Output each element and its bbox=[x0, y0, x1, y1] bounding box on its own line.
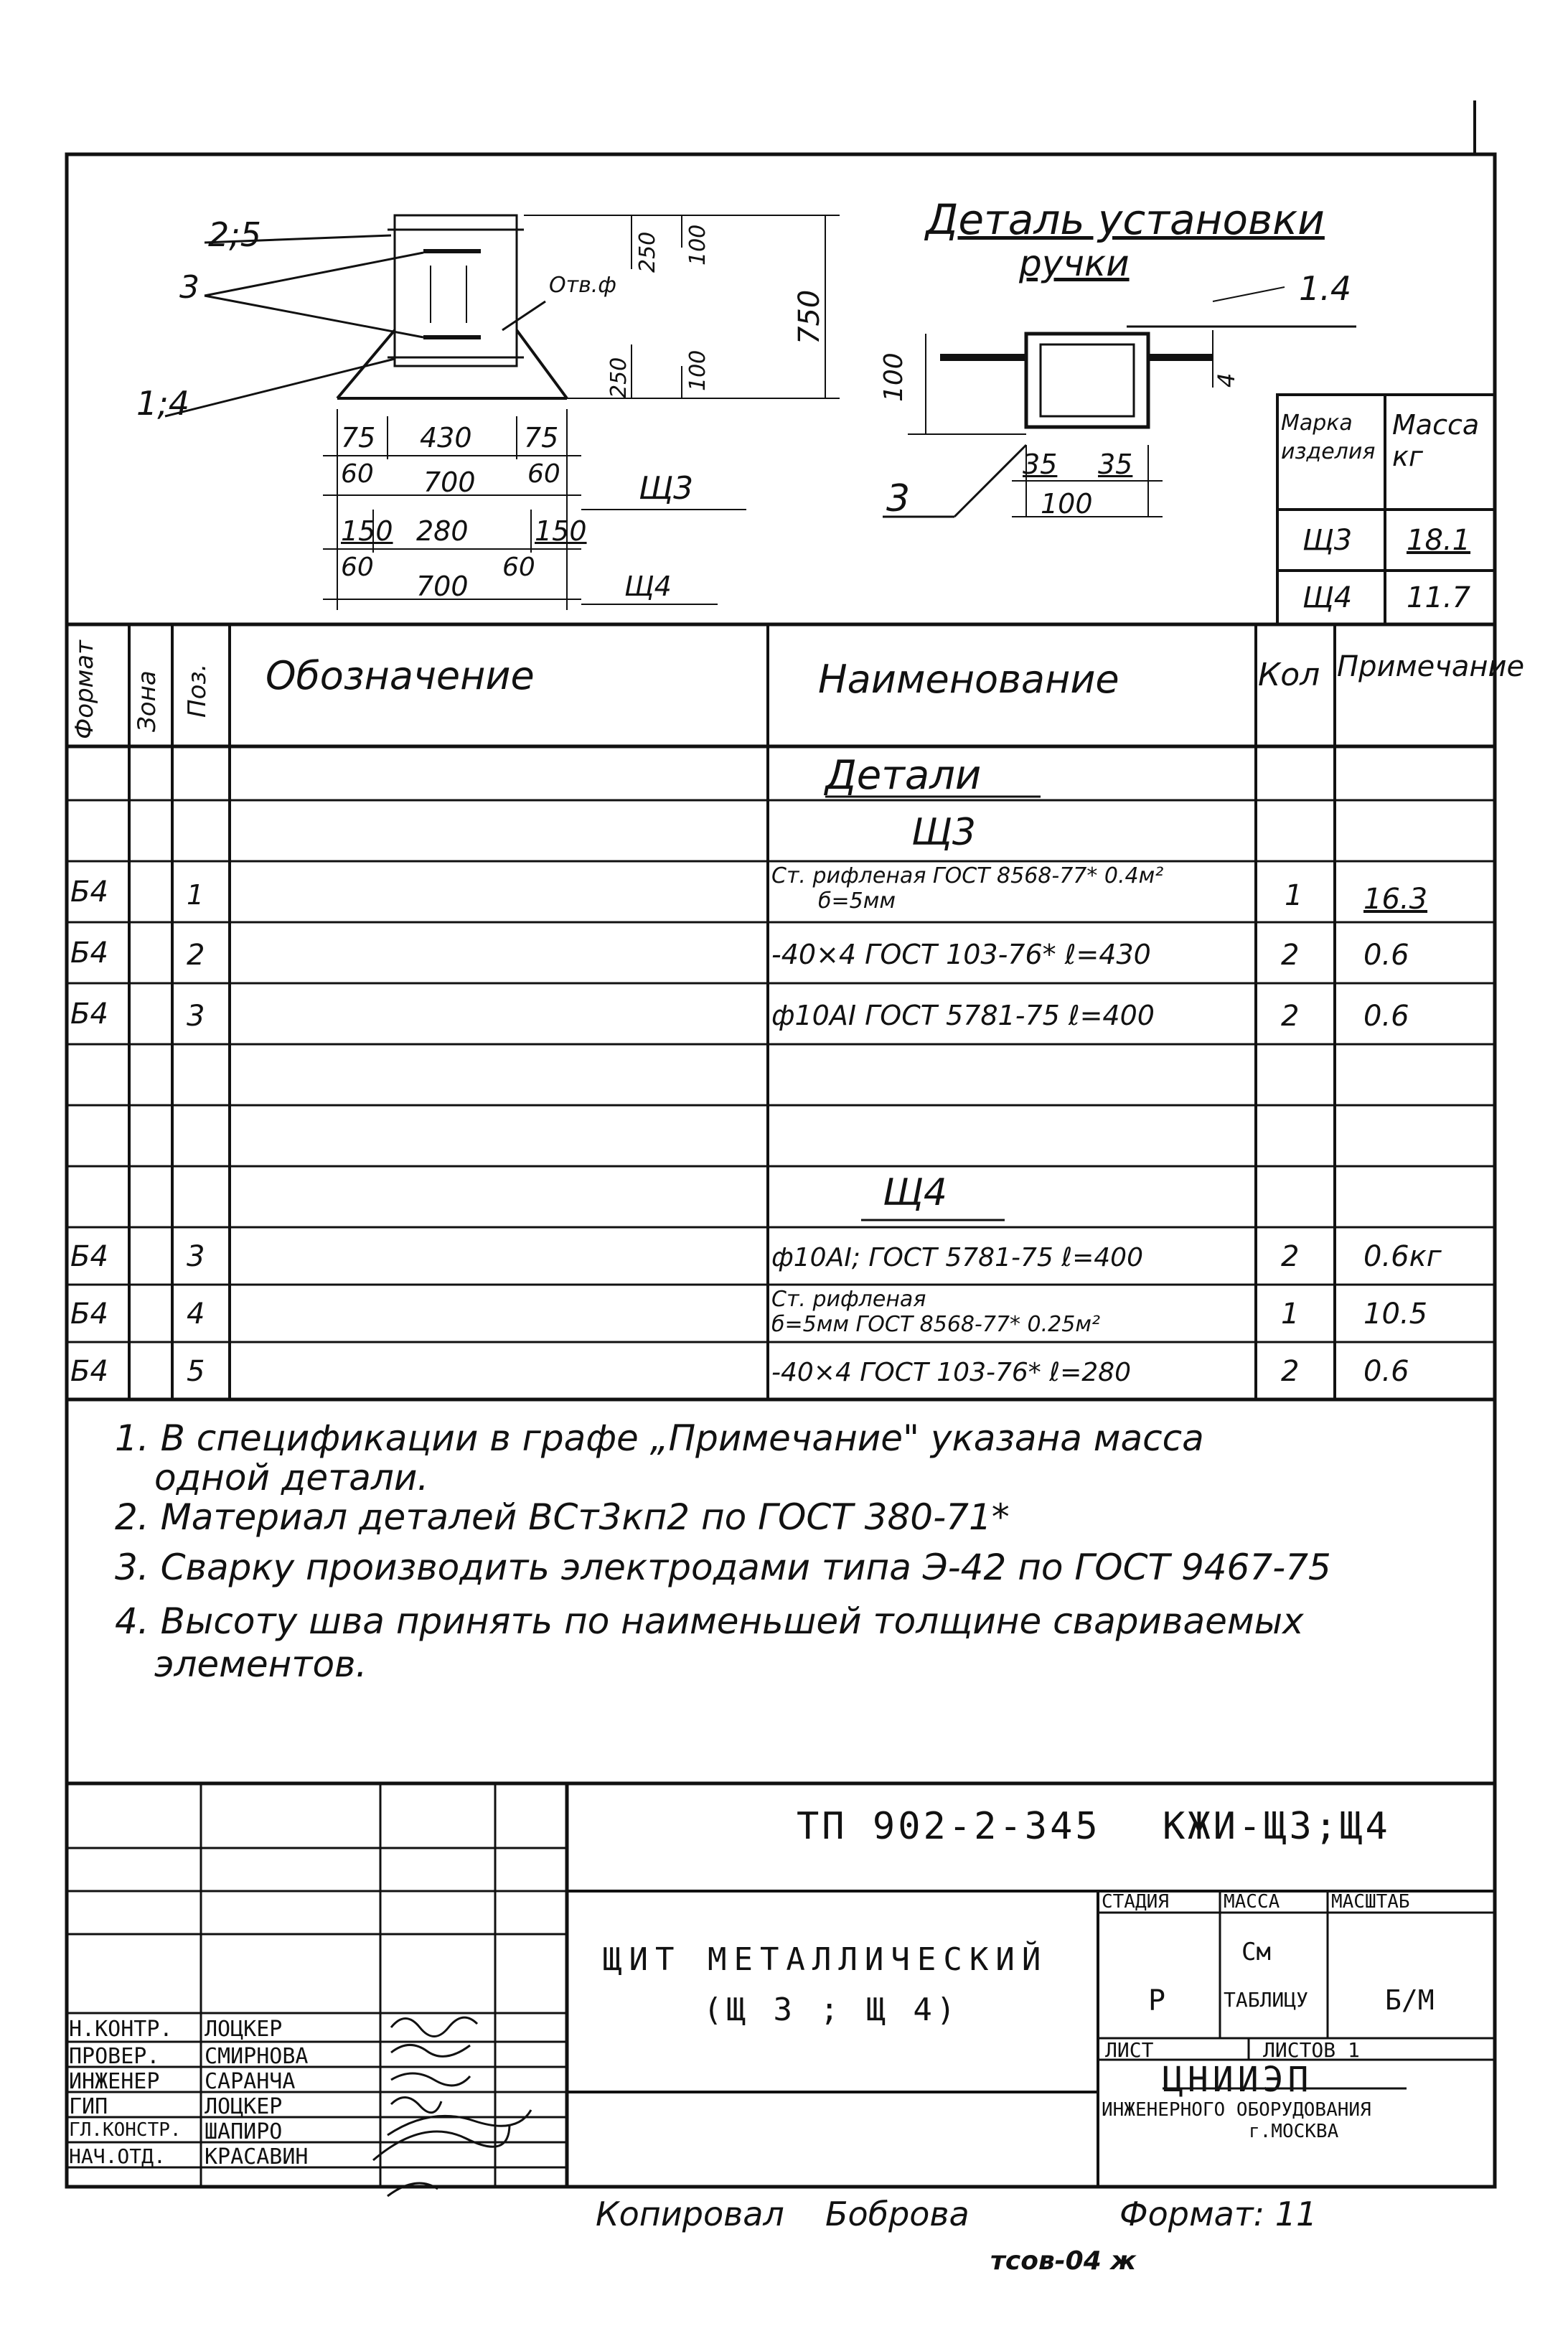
row-name: -40×4 ГОСТ 103-76* ℓ=280 bbox=[771, 1358, 1131, 1387]
row-format: Б4 bbox=[70, 876, 108, 909]
note-1-cont: одной детали. bbox=[154, 1457, 429, 1498]
dim-750: 750 bbox=[793, 289, 826, 344]
dim-100-top: 100 bbox=[685, 224, 710, 266]
row-name: ф10АI ГОСТ 5781-75 ℓ=400 bbox=[771, 1000, 1155, 1031]
row-format: Б4 bbox=[70, 1240, 108, 1273]
row-note: 0.6 bbox=[1363, 1000, 1409, 1033]
dim-row4-b: 700 bbox=[416, 571, 469, 602]
dim-row3-b: 280 bbox=[416, 515, 469, 547]
spec-header-qty: Кол bbox=[1258, 657, 1320, 693]
row-qty: 2 bbox=[1281, 1000, 1300, 1033]
spec-header-designation: Обозначение bbox=[266, 653, 535, 698]
row-format: Б4 bbox=[70, 1298, 108, 1331]
staff-role: ГИП bbox=[69, 2094, 108, 2119]
mass-row-2-mass: 11.7 bbox=[1407, 581, 1471, 614]
label-hole: Отв.ф bbox=[549, 273, 616, 298]
dim-100-bottom: 100 bbox=[685, 350, 710, 391]
label-pos-3: 3 bbox=[179, 269, 199, 306]
doc-code: ТП 902-2-345 bbox=[797, 1805, 1101, 1848]
format-label: Формат: 11 bbox=[1119, 2195, 1318, 2233]
row-note: 10.5 bbox=[1363, 1298, 1428, 1331]
row-pos: 4 bbox=[187, 1298, 205, 1331]
mark-sch4: Щ4 bbox=[624, 571, 672, 602]
mass-row-2-mark: Щ4 bbox=[1302, 581, 1353, 614]
row-pos: 3 bbox=[187, 1000, 205, 1033]
row-qty: 1 bbox=[1285, 879, 1303, 912]
dim-row4-c: 60 bbox=[502, 553, 535, 582]
scale-header: МАСШТАБ bbox=[1331, 1891, 1410, 1913]
note-2: 2. Материал деталей ВСт3кп2 по ГОСТ 380-71* bbox=[115, 1496, 1010, 1538]
row-pos: 5 bbox=[187, 1355, 205, 1388]
note-1: 1. В спецификации в графе „Примечание" указана масса bbox=[115, 1417, 1204, 1459]
staff-name: ЛОЦКЕР bbox=[205, 2094, 283, 2119]
spec-header-pos: Поз. bbox=[183, 663, 212, 718]
handle-pos-label: 1.4 bbox=[1299, 269, 1352, 308]
dim-250-top: 250 bbox=[635, 231, 660, 273]
dim-row3-a: 150 bbox=[341, 515, 393, 547]
mass-value-line2: ТАБЛИЦУ bbox=[1224, 1988, 1309, 2012]
dim-row4-a: 60 bbox=[341, 553, 374, 582]
copier-name: Боброва bbox=[825, 2195, 970, 2233]
spec-group-sch4: Щ4 bbox=[883, 1171, 947, 1214]
dim-row1-a: 75 bbox=[341, 422, 376, 454]
stage-header: СТАДИЯ bbox=[1102, 1891, 1169, 1913]
stamp-code: тсов-04 ж bbox=[990, 2246, 1137, 2276]
dim-row3-c: 150 bbox=[535, 515, 587, 547]
org-name: ЦНИИЭП bbox=[1163, 2060, 1313, 2100]
row-pos: 1 bbox=[187, 879, 205, 911]
handle-dim-100-vertical: 100 bbox=[879, 352, 909, 402]
row-format: Б4 bbox=[70, 937, 108, 970]
stage-value: Р bbox=[1148, 1984, 1166, 2017]
note-3: 3. Сварку производить электродами типа Э-42 по ГОСТ 9467-75 bbox=[115, 1547, 1331, 1588]
row-note: 16.3 bbox=[1363, 883, 1428, 916]
staff-name: КРАСАВИН bbox=[205, 2144, 309, 2170]
spec-group-sch3: Щ3 bbox=[911, 811, 976, 854]
mass-header: МАССА bbox=[1224, 1891, 1280, 1913]
handle-dim-100: 100 bbox=[1041, 488, 1093, 520]
copied-label: Копировал bbox=[596, 2195, 784, 2233]
spec-section-details: Детали bbox=[825, 752, 982, 799]
dim-row1-c: 75 bbox=[524, 422, 559, 454]
detail-title-line1: Деталь установки bbox=[926, 195, 1325, 244]
scale-value: Б/М bbox=[1385, 1984, 1435, 2016]
sheet-label: ЛИСТ bbox=[1105, 2038, 1154, 2062]
mass-table-header-mass: Масса кг bbox=[1392, 409, 1480, 472]
spec-header-format: Формат bbox=[70, 640, 99, 739]
row-format: Б4 bbox=[70, 1355, 108, 1388]
spec-header-note: Примечание bbox=[1337, 650, 1525, 683]
dim-row1-b: 430 bbox=[420, 422, 472, 454]
row-qty: 1 bbox=[1281, 1298, 1300, 1331]
note-4-cont: элементов. bbox=[154, 1643, 367, 1685]
row-name: Ст. рифленая bbox=[771, 1287, 926, 1312]
spec-header-zone: Зона bbox=[133, 670, 161, 732]
row-note: 0.6кг bbox=[1363, 1240, 1442, 1273]
row-name: ф10АI; ГОСТ 5781-75 ℓ=400 bbox=[771, 1243, 1143, 1272]
org-city: г.МОСКВА bbox=[1249, 2121, 1339, 2142]
org-dept: ИНЖЕНЕРНОГО ОБОРУДОВАНИЯ bbox=[1102, 2099, 1371, 2121]
dim-row2-a: 60 bbox=[341, 459, 374, 489]
row-name: Ст. рифленая ГОСТ 8568-77* 0.4м² bbox=[771, 863, 1164, 888]
mark-sch3: Щ3 bbox=[639, 470, 694, 507]
mass-value-line1: См bbox=[1241, 1938, 1271, 1966]
staff-role: ПРОВЕР. bbox=[69, 2044, 160, 2069]
row-note: 0.6 bbox=[1363, 1355, 1409, 1388]
sheet-title-line1: ЩИТ МЕТАЛЛИЧЕСКИЙ bbox=[603, 1941, 1048, 1978]
note-4: 4. Высоту шва принять по наименьшей толщине свариваемых bbox=[115, 1600, 1304, 1642]
label-pos-2-5: 2;5 bbox=[208, 215, 262, 254]
row-qty: 2 bbox=[1281, 1355, 1300, 1388]
row-note: 0.6 bbox=[1363, 939, 1409, 972]
row-pos: 2 bbox=[187, 939, 205, 972]
label-pos-1-4: 1;4 bbox=[136, 384, 190, 423]
row-name-2: б=5мм ГОСТ 8568-77* 0.25м² bbox=[771, 1312, 1100, 1337]
mass-table-header-mark: Марка изделия bbox=[1281, 411, 1376, 464]
staff-name: ЛОЦКЕР bbox=[205, 2017, 283, 2042]
staff-role: ГЛ.КОНСТР. bbox=[69, 2119, 182, 2141]
handle-pos-3: 3 bbox=[886, 477, 911, 520]
sheets-label: ЛИСТОВ 1 bbox=[1263, 2038, 1360, 2062]
staff-role: ИНЖЕНЕР bbox=[69, 2069, 160, 2094]
handle-dim-35-right: 35 bbox=[1098, 449, 1133, 480]
sheet-title-line2: (Щ 3 ; Щ 4) bbox=[703, 1992, 960, 2028]
dim-row2-b: 700 bbox=[423, 466, 476, 498]
doc-mark: КЖИ-Щ3;Щ4 bbox=[1163, 1805, 1391, 1848]
dim-250-bottom: 250 bbox=[606, 357, 632, 398]
row-qty: 2 bbox=[1281, 939, 1300, 972]
row-qty: 2 bbox=[1281, 1240, 1300, 1273]
spec-header-name: Наименование bbox=[818, 657, 1119, 702]
row-format: Б4 bbox=[70, 998, 108, 1031]
staff-role: НАЧ.ОТД. bbox=[69, 2144, 166, 2168]
handle-dim-35-left: 35 bbox=[1023, 449, 1058, 480]
staff-role: Н.КОНТР. bbox=[69, 2017, 173, 2042]
mass-row-1-mark: Щ3 bbox=[1302, 524, 1353, 557]
staff-name: САРАНЧА bbox=[205, 2069, 296, 2094]
handle-dim-thickness: 4 bbox=[1213, 372, 1240, 388]
row-pos: 3 bbox=[187, 1240, 205, 1273]
staff-name: СМИРНОВА bbox=[205, 2044, 309, 2069]
row-name-2: б=5мм bbox=[818, 888, 896, 914]
mass-row-1-mass: 18.1 bbox=[1407, 524, 1471, 557]
dim-row2-c: 60 bbox=[527, 459, 560, 489]
detail-title-line2: ручки bbox=[1019, 243, 1130, 284]
row-name: -40×4 ГОСТ 103-76* ℓ=430 bbox=[771, 939, 1151, 970]
staff-name: ШАПИРО bbox=[205, 2119, 283, 2144]
